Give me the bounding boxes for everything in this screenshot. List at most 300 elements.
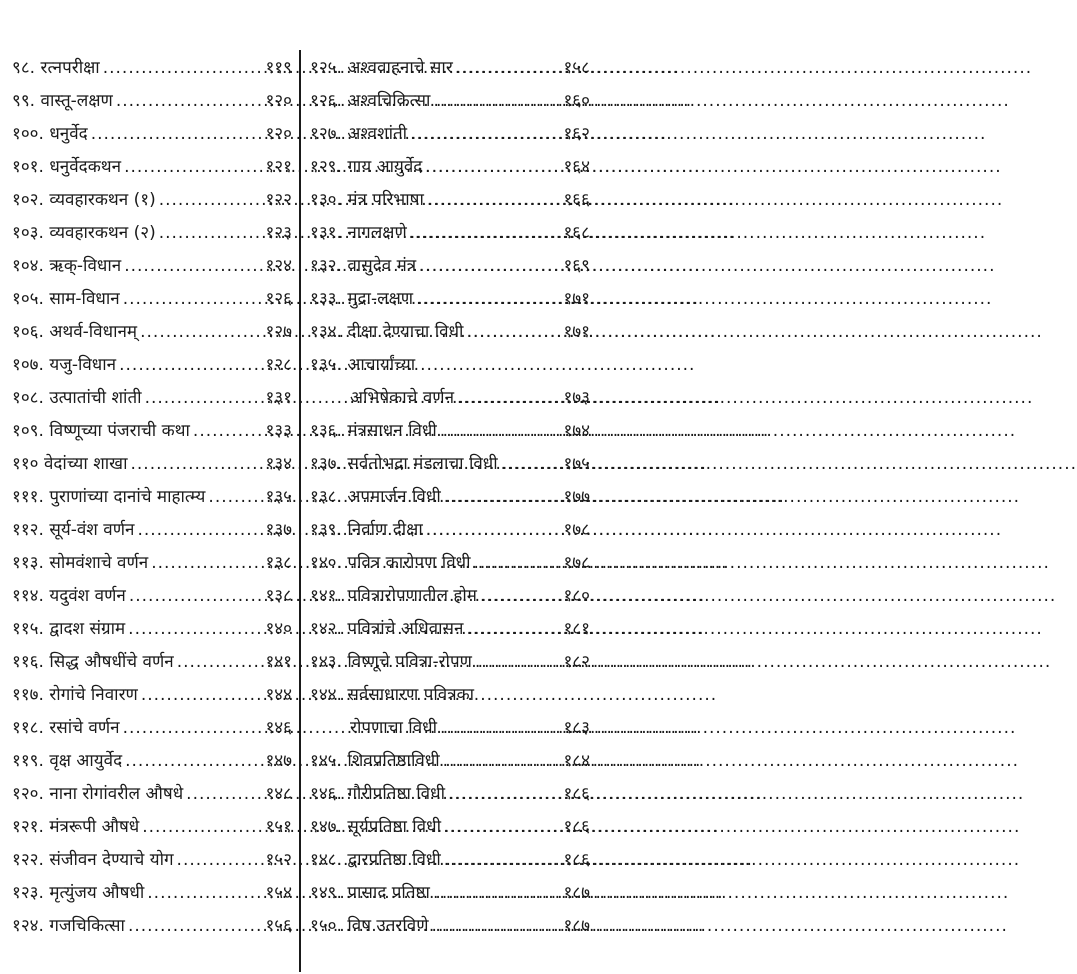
dot-leader — [410, 118, 560, 151]
toc-entry-number: १२२. — [12, 850, 44, 870]
toc-entry — [12, 349, 292, 382]
toc-entry-text: पवित्रारोपणातील होम — [347, 586, 477, 606]
toc-entry-title — [310, 448, 498, 481]
toc-entry-number: १४४. — [310, 685, 342, 705]
dot-leader — [444, 844, 561, 877]
toc-entry-text: अभिषेकाचे वर्णन — [350, 388, 455, 408]
toc-entry-number: १४८. — [310, 850, 342, 870]
toc-entry — [310, 547, 590, 580]
toc-entry-title — [12, 283, 120, 316]
toc-entry-title — [310, 679, 474, 712]
toc-left-column — [12, 52, 292, 943]
toc-entry-page: १८६ — [563, 850, 590, 870]
toc-entry-number: १४०. — [310, 553, 342, 573]
dot-leader — [427, 184, 561, 217]
toc-entry-number: १०६. — [12, 322, 44, 342]
toc-entry — [12, 283, 292, 316]
toc-entry-title — [310, 118, 407, 151]
toc-entry-page: १२३ — [265, 223, 292, 243]
toc-entry-page: १४० — [265, 619, 292, 639]
toc-entry-page: १६० — [563, 91, 590, 111]
toc-entry-page: १७८ — [563, 553, 590, 573]
toc-entry-title — [12, 85, 113, 118]
toc-entry-page: १७३ — [563, 388, 590, 408]
toc-entry-text: निर्वाण दीक्षा — [347, 520, 423, 540]
toc-entry-page: १२४ — [265, 256, 292, 276]
dot-leader — [433, 877, 561, 910]
dot-leader — [159, 184, 263, 217]
dot-leader — [426, 514, 561, 547]
dot-leader — [444, 481, 561, 514]
toc-entry-title — [12, 910, 125, 943]
toc-entry-title — [12, 250, 121, 283]
toc-entry-title — [310, 415, 437, 448]
dot-leader — [475, 646, 561, 679]
toc-entry-page: १४६ — [265, 718, 292, 738]
toc-entry-page: १३४ — [265, 454, 292, 474]
toc-entry-number: १४१. — [310, 586, 342, 606]
toc-entry — [310, 184, 590, 217]
toc-entry-number: १४३. — [310, 652, 342, 672]
toc-entry-text: साम-विधान — [49, 289, 120, 309]
toc-entry — [310, 415, 590, 448]
toc-entry — [12, 778, 292, 811]
toc-entry-text: दीक्षा देण्याचा विधी — [347, 322, 464, 342]
toc-entry-text: वेदांच्या शाखा — [43, 454, 128, 474]
toc-entry-page: १७४ — [563, 421, 590, 441]
toc-entry-title — [310, 712, 437, 745]
toc-entry — [12, 712, 292, 745]
toc-entry — [12, 547, 292, 580]
toc-entry-number: १३१. — [310, 223, 342, 243]
toc-entry-page: १४८ — [265, 784, 292, 804]
toc-entry-text: पवित्र कारोपण विधी — [347, 553, 471, 573]
toc-entry-title — [310, 844, 441, 877]
toc-entry — [310, 580, 590, 613]
toc-entry-text: मंत्र परिभाषा — [347, 190, 424, 210]
toc-entry — [12, 415, 292, 448]
toc-entry-number: १४९. — [310, 883, 342, 903]
toc-entry-number: १३३. — [310, 289, 342, 309]
toc-entry-title — [310, 217, 407, 250]
toc-entry-number: १०२. — [12, 190, 44, 210]
toc-entry — [12, 613, 292, 646]
toc-entry-page: १५२ — [265, 850, 292, 870]
toc-entry-number: १०९. — [12, 421, 44, 441]
toc-entry-text: रोपणाचा विधी — [350, 718, 438, 738]
toc-entry-text: गौरीप्रतिष्ठा विधी — [347, 784, 445, 804]
toc-entry-text: उत्पातांची शांती — [49, 388, 142, 408]
dot-leader — [193, 415, 263, 448]
toc-entry-page: १५८ — [563, 58, 590, 78]
dot-leader — [410, 217, 561, 250]
toc-entry-text: मुद्रा-लक्षण — [347, 289, 414, 309]
toc-entry-number: १०३. — [12, 223, 44, 243]
dot-leader — [501, 448, 561, 481]
dot-leader — [444, 811, 560, 844]
dot-leader — [91, 118, 263, 151]
dot-leader — [128, 910, 263, 943]
toc-entry-page: १२७ — [265, 322, 292, 342]
toc-entry-text: अपमार्जन विधी — [347, 487, 441, 507]
toc-entry-number: ११२. — [12, 520, 44, 540]
toc-entry-title — [12, 877, 144, 910]
toc-entry-title — [310, 184, 424, 217]
toc-entry-number: १२०. — [12, 784, 44, 804]
dot-leader — [128, 613, 262, 646]
toc-entry-text: सोमवंशाचे वर्णन — [49, 553, 149, 573]
toc-entry-number: ११५. — [12, 619, 44, 639]
toc-entry-page: १६२ — [563, 124, 590, 144]
toc-entry-page: १७५ — [563, 454, 590, 474]
toc-entry-page: १८२ — [563, 652, 590, 672]
toc-entry — [12, 118, 292, 151]
toc-entry — [12, 910, 292, 943]
dot-leader — [131, 448, 263, 481]
toc-entry-title — [12, 52, 100, 85]
toc-entry-title — [310, 382, 454, 415]
toc-entry-title — [310, 547, 471, 580]
toc-entry-title — [310, 580, 477, 613]
dot-leader — [137, 514, 262, 547]
toc-entry-title — [12, 514, 134, 547]
toc-entry — [12, 217, 292, 250]
toc-entry-page: १५१ — [265, 817, 292, 837]
toc-entry — [310, 481, 590, 514]
toc-entry-text: गाय आयुर्वेद — [347, 157, 423, 177]
toc-entry-text: मंत्रसाधन विधी — [347, 421, 437, 441]
toc-entry-text: नाना रोगांवरील औषधे — [49, 784, 184, 804]
toc-entry-title — [12, 382, 142, 415]
toc-entry — [310, 250, 590, 283]
toc-entry-text: विष्णूच्या पंजराची कथा — [49, 421, 190, 441]
toc-entry-page: १८६ — [563, 784, 590, 804]
toc-entry-text: पुराणांच्या दानांचे माहात्म्य — [49, 487, 206, 507]
toc-entry-page: १६४ — [563, 157, 590, 177]
toc-entry-number: १२४. — [12, 916, 44, 936]
toc-entry-text: आचार्यांच्या — [347, 355, 416, 375]
toc-entry-title — [310, 910, 429, 943]
toc-entry-title — [12, 481, 205, 514]
toc-entry-title — [12, 547, 148, 580]
toc-entry-text: सूर्यप्रतिष्ठा विधी — [347, 817, 441, 837]
toc-entry-number: १२६. — [310, 91, 342, 111]
toc-entry-number: १००. — [12, 124, 44, 144]
toc-entry — [12, 514, 292, 547]
dot-leader — [425, 151, 560, 184]
toc-entry-text: यदुवंश वर्णन — [49, 586, 126, 606]
toc-entry-page: १४७ — [265, 751, 292, 771]
toc-entry — [12, 448, 292, 481]
toc-entry-number: ११० — [12, 454, 39, 474]
toc-entry-title — [12, 415, 190, 448]
toc-entry-text: अश्वचिकित्सा — [347, 91, 431, 111]
toc-entry-page: १३१ — [265, 388, 292, 408]
toc-entry-number: १२९. — [310, 157, 342, 177]
toc-entry-text: द्वादश संग्राम — [49, 619, 126, 639]
dot-leader — [103, 52, 263, 85]
toc-entry-title — [310, 778, 445, 811]
toc-entry-title — [310, 316, 463, 349]
dot-leader — [457, 382, 560, 415]
toc-entry-title — [12, 613, 125, 646]
toc-entry-page: १८४ — [563, 751, 590, 771]
toc-entry-number: ११६. — [12, 652, 44, 672]
dot-leader — [142, 811, 262, 844]
toc-entry-title — [310, 481, 441, 514]
dot-leader — [124, 250, 262, 283]
toc-entry-text: गजचिकित्सा — [49, 916, 125, 936]
toc-entry — [310, 52, 590, 85]
dot-leader — [177, 646, 263, 679]
toc-entry-text: प्रासाद प्रतिष्ठा — [347, 883, 430, 903]
dot-leader — [140, 316, 262, 349]
toc-entry — [12, 580, 292, 613]
toc-entry-text: अश्वशांती — [347, 124, 408, 144]
dot-leader — [177, 844, 263, 877]
toc-entry-title — [310, 745, 440, 778]
toc-entry-page: ११९ — [265, 58, 292, 78]
toc-entry-title — [12, 745, 122, 778]
toc-entry-text: संजीवन देण्याचे योग — [49, 850, 174, 870]
toc-entry-number: १३६. — [310, 421, 342, 441]
toc-entry-number: १४२. — [310, 619, 342, 639]
toc-entry-text: द्वारप्रतिष्ठा विधी — [347, 850, 441, 870]
toc-entry-number: १०७. — [12, 355, 44, 375]
toc-entry-page: १६८ — [563, 223, 590, 243]
toc-entry-text: सर्वतोभद्रा मंडलाचा विधी — [347, 454, 498, 474]
toc-entry — [310, 448, 590, 481]
toc-entry-text: वृक्ष आयुर्वेद — [49, 751, 123, 771]
toc-entry-page: १३५ — [265, 487, 292, 507]
toc-entry — [310, 712, 590, 745]
dot-leader — [159, 217, 263, 250]
dot-leader — [456, 52, 561, 85]
toc-entry — [310, 778, 590, 811]
dot-leader — [416, 283, 560, 316]
toc-entry-number: ११९. — [12, 751, 44, 771]
toc-entry — [310, 382, 590, 415]
toc-entry-title — [12, 217, 156, 250]
toc-entry — [310, 118, 590, 151]
toc-entry-page: १७१ — [563, 289, 590, 309]
dot-leader — [480, 580, 561, 613]
toc-entry — [12, 877, 292, 910]
toc-entry-number: १४६. — [310, 784, 342, 804]
toc-entry-text: रोगांचे निवारण — [49, 685, 138, 705]
toc-entry — [12, 151, 292, 184]
toc-entry — [12, 811, 292, 844]
toc-entry-title — [12, 349, 116, 382]
toc-entry-title — [12, 646, 174, 679]
dot-leader — [147, 877, 262, 910]
toc-entry — [310, 613, 590, 646]
toc-entry-page: १५४ — [265, 883, 292, 903]
toc-entry-text: धनुर्वेद — [49, 124, 88, 144]
toc-entry-text: वास्तू-लक्षण — [40, 91, 113, 111]
toc-entry-number: १११. — [12, 487, 44, 507]
toc-entry-number: १३४. — [310, 322, 342, 342]
toc-entry-title — [12, 118, 88, 151]
dot-leader — [123, 712, 263, 745]
dot-leader — [419, 250, 560, 283]
toc-entry-text: विष्णूचे पवित्रा-रोपण — [347, 652, 472, 672]
toc-entry-number: १०८. — [12, 388, 44, 408]
toc-entry-title — [12, 844, 174, 877]
toc-entry-page: १७७ — [563, 487, 590, 507]
toc-entry-text: सर्वसाधारण पवित्रका — [347, 685, 475, 705]
toc-entry-text: व्यवहारकथन (१) — [49, 190, 156, 210]
toc-entry — [12, 382, 292, 415]
toc-entry-title — [310, 151, 422, 184]
dot-leader — [443, 745, 561, 778]
toc-entry-text: मृत्युंजय औषधी — [49, 883, 145, 903]
toc-entry-page: १२० — [265, 91, 292, 111]
toc-entry-title — [12, 448, 128, 481]
toc-entry-page: १७१ — [563, 322, 590, 342]
dot-leader — [119, 349, 262, 382]
toc-entry-number: ११८. — [12, 718, 44, 738]
toc-entry-title — [310, 85, 430, 118]
toc-entry — [12, 679, 292, 712]
toc-entry-page: १३८ — [265, 553, 292, 573]
toc-entry-number: १३५. — [310, 355, 342, 375]
dot-leader — [125, 745, 262, 778]
toc-entry-number: १३२. — [310, 256, 342, 276]
toc-entry-page: १४१ — [265, 652, 292, 672]
dot-leader — [466, 613, 560, 646]
toc-entry-text: व्यवहारकथन (२) — [49, 223, 156, 243]
toc-entry — [310, 85, 590, 118]
toc-entry-title — [310, 811, 441, 844]
toc-entry-page: १८७ — [563, 883, 590, 903]
toc-entry — [310, 349, 590, 382]
dot-leader — [129, 580, 263, 613]
dot-leader — [145, 382, 263, 415]
toc-entry-number: १४५. — [310, 751, 342, 771]
toc-entry-title — [12, 778, 183, 811]
toc-entry-page: १८६ — [563, 817, 590, 837]
toc-entry-page: १४४ — [265, 685, 292, 705]
toc-entry-page: १७८ — [563, 520, 590, 540]
toc-entry — [12, 481, 292, 514]
toc-entry-number: १२५. — [310, 58, 342, 78]
toc-entry — [310, 283, 590, 316]
toc-entry-number: १५०. — [310, 916, 342, 936]
toc-entry-text: रसांचे वर्णन — [49, 718, 120, 738]
toc-entry-title — [310, 349, 415, 382]
toc-entry-page: १८१ — [563, 619, 590, 639]
toc-entry-page: १५६ — [265, 916, 292, 936]
toc-entry — [310, 745, 590, 778]
toc-entry-number: ९८. — [12, 58, 36, 78]
dot-leader — [440, 415, 561, 448]
toc-entry — [12, 184, 292, 217]
toc-entry-page: १२६ — [265, 289, 292, 309]
toc-entry — [310, 844, 590, 877]
toc-entry-title — [310, 283, 413, 316]
toc-entry-number: ११४. — [12, 586, 44, 606]
dot-leader — [448, 778, 560, 811]
toc-entry-page: १२२ — [265, 190, 292, 210]
toc-entry — [310, 877, 590, 910]
toc-entry-text: यजु-विधान — [49, 355, 117, 375]
toc-entry-number: १२३. — [12, 883, 44, 903]
toc-entry-page: १३३ — [265, 421, 292, 441]
toc-entry-number: १०१. — [12, 157, 44, 177]
toc-entry-title — [12, 811, 139, 844]
toc-entry-page: १३७ — [265, 520, 292, 540]
toc-entry — [310, 811, 590, 844]
toc-entry-page: १८३ — [563, 718, 590, 738]
toc-entry-title — [310, 514, 423, 547]
toc-entry-text: पवित्रांचे अधिवासन — [347, 619, 464, 639]
toc-entry-title — [310, 52, 453, 85]
toc-entry-text: नागलक्षणे — [347, 223, 407, 243]
toc-entry-text: विष उतरविणे — [347, 916, 429, 936]
toc-entry-page: १८७ — [563, 916, 590, 936]
toc-entry-title — [310, 877, 430, 910]
toc-entry-number: १३९. — [310, 520, 342, 540]
toc-entry — [12, 316, 292, 349]
toc-entry — [310, 910, 590, 943]
toc-entry — [12, 646, 292, 679]
toc-entry-page: १८० — [563, 586, 590, 606]
dot-leader — [141, 679, 263, 712]
toc-entry-text: धनुर्वेदकथन — [49, 157, 122, 177]
dot-leader — [208, 481, 262, 514]
toc-entry-title — [310, 646, 472, 679]
toc-entry-text: अश्ववाहनाचे सार — [347, 58, 453, 78]
toc-entry-number: ९९. — [12, 91, 36, 111]
toc-entry-text: अथर्व-विधानम् — [49, 322, 138, 342]
toc-entry-text: वासुदेव मंत्र — [347, 256, 417, 276]
toc-entry-number: ११३. — [12, 553, 44, 573]
toc-entry-title — [310, 613, 463, 646]
toc-entry-text: सिद्ध औषधींचे वर्णन — [49, 652, 174, 672]
dot-leader — [124, 151, 262, 184]
dot-leader — [116, 85, 263, 118]
toc-entry-title — [12, 679, 138, 712]
toc-entry-title — [12, 151, 121, 184]
toc-entry-page: १६६ — [563, 190, 590, 210]
dot-leader — [440, 712, 560, 745]
toc-right-column — [310, 52, 590, 943]
toc-entry-page: १२० — [265, 124, 292, 144]
toc-entry-number: १३८. — [310, 487, 342, 507]
toc-entry-text: सूर्य-वंश वर्णन — [49, 520, 135, 540]
toc-entry — [310, 514, 590, 547]
toc-entry-text: रत्नपरीक्षा — [40, 58, 100, 78]
toc-entry-title — [12, 712, 120, 745]
toc-entry-number: १२७. — [310, 124, 342, 144]
toc-entry-number: १०४. — [12, 256, 44, 276]
toc-entry-title — [12, 580, 126, 613]
toc-entry-page: १६९ — [563, 256, 590, 276]
toc-entry — [12, 85, 292, 118]
toc-entry-number: १०५. — [12, 289, 44, 309]
toc-entry-number: ११७. — [12, 685, 44, 705]
toc-entry — [310, 646, 590, 679]
toc-entry — [12, 52, 292, 85]
dot-leader — [466, 316, 560, 349]
toc-entry-number: १२१. — [12, 817, 44, 837]
toc-entry — [12, 250, 292, 283]
toc-entry-text: ऋक्-विधान — [49, 256, 122, 276]
dot-leader — [433, 85, 560, 118]
toc-entry-number: १३०. — [310, 190, 342, 210]
toc-entry-title — [12, 316, 137, 349]
